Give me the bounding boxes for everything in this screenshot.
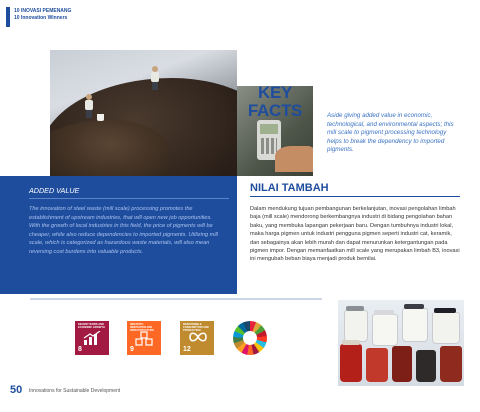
sdg-8-tile (75, 321, 109, 355)
header-title-en: 10 Innovation Winners (14, 15, 68, 21)
header-accent-bar (6, 7, 10, 27)
page-number: 50 (10, 384, 23, 396)
section-divider (30, 298, 322, 300)
cubes-icon (135, 331, 153, 347)
sdg-9-tile (127, 321, 161, 355)
nilai-tambah-title: NILAI TAMBAH (250, 182, 329, 194)
nilai-tambah-text: Dalam mendukung tujuan pembangunan berkelanjutan, inovasi pengolahan limbah baja (mill scale) mendorong berkembangnya industri di bidang pengolahan bahan baku, yang membuka lapangan pekerjaan baru. Dengan tumbuhnya industri lokal, maka harga pigmen untuk industri pengguna pigmen seperti industri cat, keramik, dan sebagainya akan lebih murah dan dapat menurunkan ketergantungan pada pigmen impor. Dengan memanfaatkan mill scale yang merupakan limbah B3, inovasi ini mengubah beban biaya menjadi produk bernilai. (250, 206, 460, 263)
worker-figure (150, 66, 160, 90)
nilai-tambah-divider (250, 196, 460, 197)
sdg-wheel-logo (233, 321, 267, 355)
header-title-id: 10 INOVASI PEMENANG (14, 8, 72, 14)
added-value-panel (0, 176, 237, 294)
key-facts-text: Aside giving added value in economic, technological, and environmental aspects; this mill scale to pigment processing technology helps to break the dependency to imported pigments. (327, 112, 454, 154)
worker-figure (84, 94, 94, 118)
growth-chart-icon (83, 331, 101, 345)
sdg-number: 12 (183, 346, 191, 353)
sdg-label: DECENT WORK AND ECONOMIC GROWTH (78, 323, 105, 329)
key-facts-title: KEY FACTS (247, 83, 303, 120)
sdg-12-tile (180, 321, 214, 355)
sdg-number: 9 (130, 346, 134, 353)
footer-text: Innovations for Sustainable Development (29, 388, 121, 394)
sdg-number: 8 (78, 346, 82, 353)
sdg-label: RESPONSIBLE CONSUMPTION AND PRODUCTION (183, 323, 209, 332)
added-value-divider (29, 198, 229, 199)
added-value-text: The innovation of steel waste (mill scale) processing promotes the establishment of upstream industries, that will open new job opportunities. With the growth of local industries in this field, the price of pigments will be cheaper, while also reduce dependencies to imported pigments. Utilizing mill scale, which is categorized as hazardous waste materials, will also mean reversing cost burdens into valuable products. (29, 206, 219, 255)
photo-pigment-jars (338, 300, 464, 386)
photo-workers-on-mill-scale-pile (50, 50, 237, 176)
added-value-title: ADDED VALUE (29, 186, 80, 195)
sdg-label: INDUSTRY, INNOVATION AND INFRASTRUCTURE (130, 323, 154, 332)
infinity-icon (188, 331, 208, 343)
